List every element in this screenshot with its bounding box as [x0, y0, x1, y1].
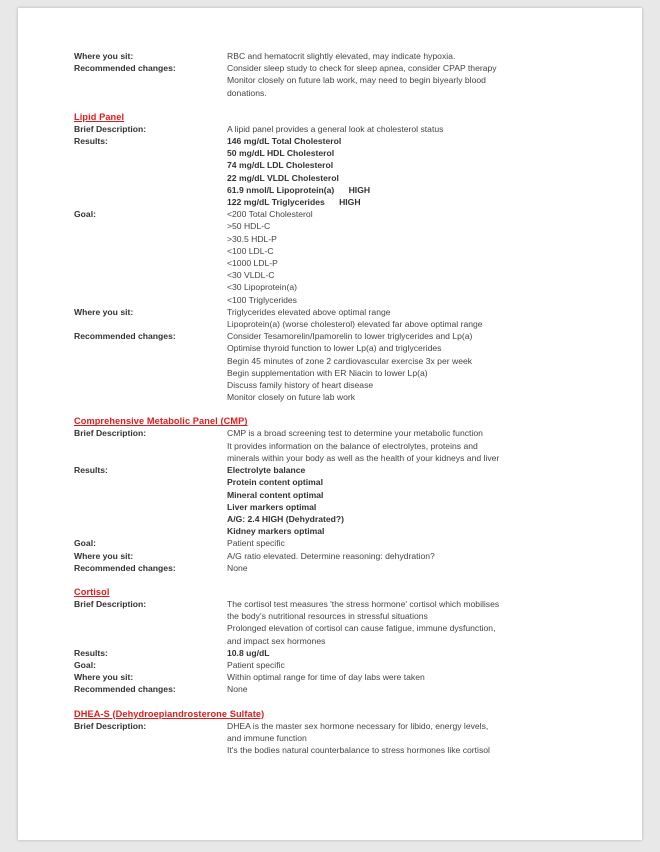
section-title: Comprehensive Metabolic Panel (CMP): [74, 416, 248, 427]
row-values: [227, 62, 594, 99]
detail-row: [74, 306, 594, 330]
row-value-line: A/G: 2.4 HIGH (Dehydrated?): [227, 513, 344, 524]
row-value-line: Consider sleep study to check for sleep apnea, consider CPAP therapy: [227, 63, 497, 74]
row-label: Results:: [74, 647, 108, 658]
row-label: Goal:: [74, 209, 96, 220]
row-values: [227, 647, 594, 659]
row-label: Brief Description:: [74, 598, 147, 609]
row-values: [227, 464, 594, 537]
row-value-line: 10.8 ug/dL: [227, 647, 270, 658]
row-label: Goal:: [74, 659, 96, 670]
detail-row: [74, 464, 594, 537]
row-value-line: >50 HDL-C: [227, 221, 271, 232]
row-value-line: 122 mg/dL Triglycerides HIGH: [227, 197, 361, 208]
row-label: Brief Description:: [74, 123, 147, 134]
row-value-line: Prolonged elevation of cortisol can cause fatigue, immune dysfunction,: [227, 623, 496, 634]
row-label: Where you sit:: [74, 672, 134, 683]
row-value-line: and immune function: [227, 732, 307, 743]
document-page: [18, 8, 642, 840]
row-value-line: donations.: [227, 87, 267, 98]
row-label: Brief Description:: [74, 720, 147, 731]
detail-row: [74, 683, 594, 695]
row-values: [227, 208, 594, 306]
detail-row: [74, 562, 594, 574]
row-value-line: minerals within your body as well as the health of your kidneys and liver: [227, 452, 500, 463]
row-value-line: A/G ratio elevated. Determine reasoning: dehydration?: [227, 550, 435, 561]
row-values: [227, 306, 594, 330]
row-values: [227, 50, 594, 62]
row-label: Results:: [74, 465, 108, 476]
row-value-line: Consider Tesamorelin/Ipamorelin to lower triglycerides and Lp(a): [227, 331, 473, 342]
sections-host: [74, 112, 594, 756]
row-value-line: <30 Lipoprotein(a): [227, 282, 297, 293]
row-value-line: Kidney markers optimal: [227, 526, 325, 537]
row-value-line: Protein content optimal: [227, 477, 323, 488]
detail-row: [74, 50, 594, 62]
detail-row: [74, 427, 594, 464]
detail-row: [74, 208, 594, 306]
row-value-line: Liver markers optimal: [227, 501, 317, 512]
row-value-line: Begin 45 minutes of zone 2 cardiovascular exercise 3x per week: [227, 355, 473, 366]
row-values: [227, 537, 594, 549]
section-title: Cortisol: [74, 586, 110, 597]
row-value-line: RBC and hematocrit slightly elevated, may indicate hypoxia.: [227, 51, 456, 61]
row-value-line: Monitor closely on future lab work, may need to begin biyearly blood: [227, 75, 486, 86]
row-value-line: <30 VLDL-C: [227, 270, 275, 281]
row-value-line: and impact sex hormones: [227, 635, 326, 646]
row-label: Where you sit:: [74, 51, 134, 61]
row-value-line: The cortisol test measures 'the stress hormone' cortisol which mobilises: [227, 598, 500, 609]
row-value-line: 74 mg/dL LDL Cholesterol: [227, 160, 334, 171]
row-label: Recommended changes:: [74, 684, 176, 695]
row-value-line: It provides information on the balance of electrolytes, proteins and: [227, 440, 478, 451]
row-values: [227, 659, 594, 671]
row-label: Recommended changes:: [74, 562, 176, 573]
section-title: Lipid Panel: [74, 111, 125, 122]
row-value-line: CMP is a broad screening test to determine your metabolic function: [227, 428, 483, 439]
row-label: Recommended changes:: [74, 331, 176, 342]
row-value-line: <1000 LDL-P: [227, 258, 278, 269]
row-values: [227, 550, 594, 562]
detail-row: [74, 647, 594, 659]
row-label: Goal:: [74, 538, 96, 549]
row-label: Where you sit:: [74, 550, 134, 561]
row-label: Brief Description:: [74, 428, 147, 439]
row-value-line: Patient specific: [227, 538, 285, 549]
row-value-line: 50 mg/dL HDL Cholesterol: [227, 148, 335, 159]
row-values: [227, 135, 594, 208]
row-values: [227, 720, 594, 757]
row-value-line: None: [227, 684, 248, 695]
report-section: [74, 112, 594, 404]
row-value-line: None: [227, 562, 248, 573]
detail-row: [74, 123, 594, 135]
row-value-line: Optimise thyroid function to lower Lp(a) and triglycerides: [227, 343, 442, 354]
report-section: [74, 587, 594, 696]
document-content: [74, 50, 594, 769]
row-values: [227, 598, 594, 647]
row-label: Where you sit:: [74, 306, 134, 317]
row-label: Recommended changes:: [74, 63, 176, 74]
row-values: [227, 123, 594, 135]
detail-row: [74, 330, 594, 403]
row-value-line: Begin supplementation with ER Niacin to lower Lp(a): [227, 367, 428, 378]
row-value-line: It's the bodies natural counterbalance to stress hormones like cortisol: [227, 744, 490, 755]
row-value-line: Electrolyte balance: [227, 465, 306, 476]
section-title: DHEA-S (Dehydroepiandrosterone Sulfate): [74, 708, 265, 719]
row-values: [227, 683, 594, 695]
row-values: [227, 562, 594, 574]
continued-section: [74, 50, 594, 99]
report-section: [74, 416, 594, 573]
row-value-line: A lipid panel provides a general look at cholesterol status: [227, 123, 444, 134]
row-value-line: 146 mg/dL Total Cholesterol: [227, 136, 342, 147]
row-values: [227, 330, 594, 403]
row-value-line: 22 mg/dL VLDL Cholesterol: [227, 172, 339, 183]
row-value-line: <100 Triglycerides: [227, 294, 297, 305]
detail-row: [74, 135, 594, 208]
report-section: [74, 709, 594, 757]
row-value-line: Triglycerides elevated above optimal range: [227, 306, 391, 317]
row-values: [227, 671, 594, 683]
row-label: Results:: [74, 136, 108, 147]
detail-row: [74, 659, 594, 671]
row-value-line: Discuss family history of heart disease: [227, 380, 374, 391]
detail-row: [74, 550, 594, 562]
row-value-line: the body's nutritional resources in stressful situations: [227, 611, 428, 622]
row-value-line: 61.9 nmol/L Lipoprotein(a) HIGH: [227, 184, 371, 195]
detail-row: [74, 598, 594, 647]
detail-row: [74, 720, 594, 757]
row-value-line: <200 Total Cholesterol: [227, 209, 313, 220]
detail-row: [74, 537, 594, 549]
row-value-line: Lipoprotein(a) (worse cholesterol) elevated far above optimal range: [227, 319, 483, 330]
row-value-line: Monitor closely on future lab work: [227, 392, 356, 403]
row-values: [227, 427, 594, 464]
row-value-line: >30.5 HDL-P: [227, 233, 277, 244]
row-value-line: Within optimal range for time of day labs were taken: [227, 672, 425, 683]
row-value-line: DHEA is the master sex hormone necessary for libido, energy levels,: [227, 720, 489, 731]
detail-row: [74, 62, 594, 99]
detail-row: [74, 671, 594, 683]
row-value-line: Patient specific: [227, 659, 285, 670]
row-value-line: <100 LDL-C: [227, 245, 274, 256]
row-value-line: Mineral content optimal: [227, 489, 324, 500]
